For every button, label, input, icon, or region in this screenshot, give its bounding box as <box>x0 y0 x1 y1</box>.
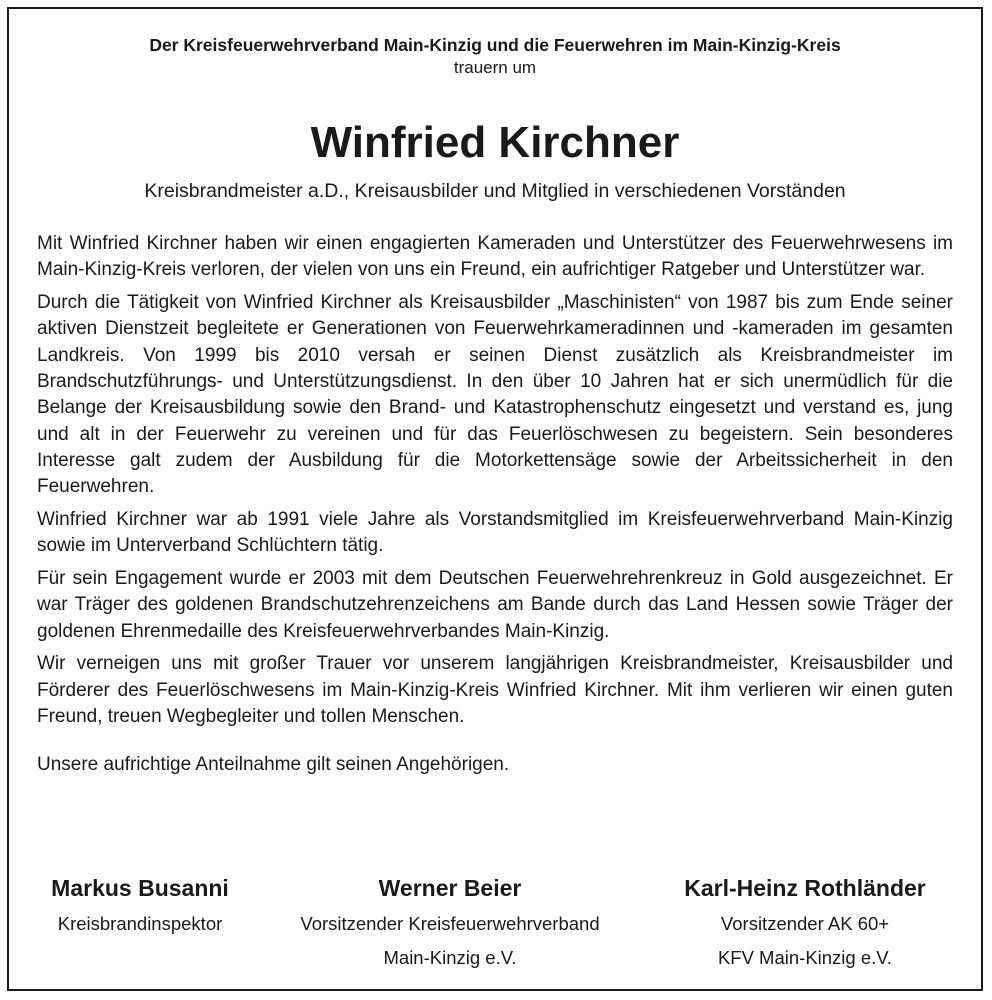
body-paragraph: Winfried Kirchner war ab 1991 viele Jahre als Vorstandsmitglied im Kreisfeuerwehrverband Main-Kinzig sowie im Unterverband Schlüchtern tätig. <box>37 508 953 557</box>
body-paragraph: Durch die Tätigkeit von Winfried Kirchner als Kreisausbilder „Maschinisten“ von 1987 bis zum Ende seiner aktiven Dienstzeit begleitete er Generationen von Feuerwehrkameradinnen und -kameraden im gesamten Landkreis. Von 1999 bis 2010 versah er seinen Dienst zusätzlich als Kreisbrandmeister im Brandschutzführungs- und Unterstützungsdienst. In den über 10 Jahren hat er sich unermüdlich für die Belange der Kreisausbildung sowie den Brand- und Katastrophenschutz eingesetzt und verstand es, jung und alt in der Feuerwehr zu vereinen und für das Feuerlöschwesen zu begeistern. Sein besonderes Interesse galt zudem der Ausbildung für die Motorkettensäge sowie der Arbeitssicherheit in den Feuerwehren. <box>37 292 953 498</box>
signatures <box>35 871 955 975</box>
signatory-name: Markus Busanni <box>51 875 229 901</box>
signatory-role: Kreisbrandinspektor <box>57 913 223 934</box>
mourn-line: trauern um <box>453 58 537 77</box>
signatory-name: Karl-Heinz Rothländer <box>684 875 926 901</box>
body-paragraph: Für sein Engagement wurde er 2003 mit dem Deutschen Feuerwehrehrenkreuz in Gold ausgezeichnet. Er war Träger des goldenen Brandschutzehrenzeichens am Bande durch das Land Hessen sowie Träger der goldenen Ehrenmedaille des Kreisfeuerwehrverbandes Main-Kinzig. <box>37 568 953 642</box>
notice-header <box>9 33 981 79</box>
signatory-role: Vorsitzender AK 60+ <box>720 913 890 934</box>
closing-line: Unsere aufrichtige Anteilnahme gilt seinen Angehörigen. <box>37 754 510 776</box>
signature-block <box>655 871 955 975</box>
deceased-titles: Kreisbrandmeister a.D., Kreisausbilder und Mitglied in verschiedenen Vorständen <box>144 180 846 202</box>
obituary-notice <box>7 7 983 991</box>
signature-block <box>35 871 245 975</box>
signatory-name: Werner Beier <box>378 875 522 901</box>
signatory-role: KFV Main-Kinzig e.V. <box>717 947 893 968</box>
body-paragraph: Wir verneigen uns mit großer Trauer vor unserem langjährigen Kreisbrandmeister, Kreisausbilder und Förderer des Feuerlöschwesens im Main-Kinzig-Kreis Winfried Kirchner. Mit ihm verlieren wir einen guten Freund, treuen Wegbegleiter und tollen Menschen. <box>37 653 953 728</box>
signature-block <box>260 871 640 975</box>
signatory-role: Vorsitzender Kreisfeuerwehrverband <box>300 913 600 934</box>
signatory-role: Main-Kinzig e.V. <box>383 947 517 968</box>
obituary-body <box>37 231 953 785</box>
organization-line: Der Kreisfeuerwehrverband Main-Kinzig und die Feuerwehren im Main-Kinzig-Kreis <box>149 35 841 55</box>
body-paragraph: Mit Winfried Kirchner haben wir einen engagierten Kameraden und Unterstützer des Feuerwehrwesens im Main-Kinzig-Kreis verloren, der vielen von uns ein Freund, ein aufrichtiger Ratgeber und Unterstützer war. <box>37 233 953 281</box>
deceased-name: Winfried Kirchner <box>310 118 680 167</box>
